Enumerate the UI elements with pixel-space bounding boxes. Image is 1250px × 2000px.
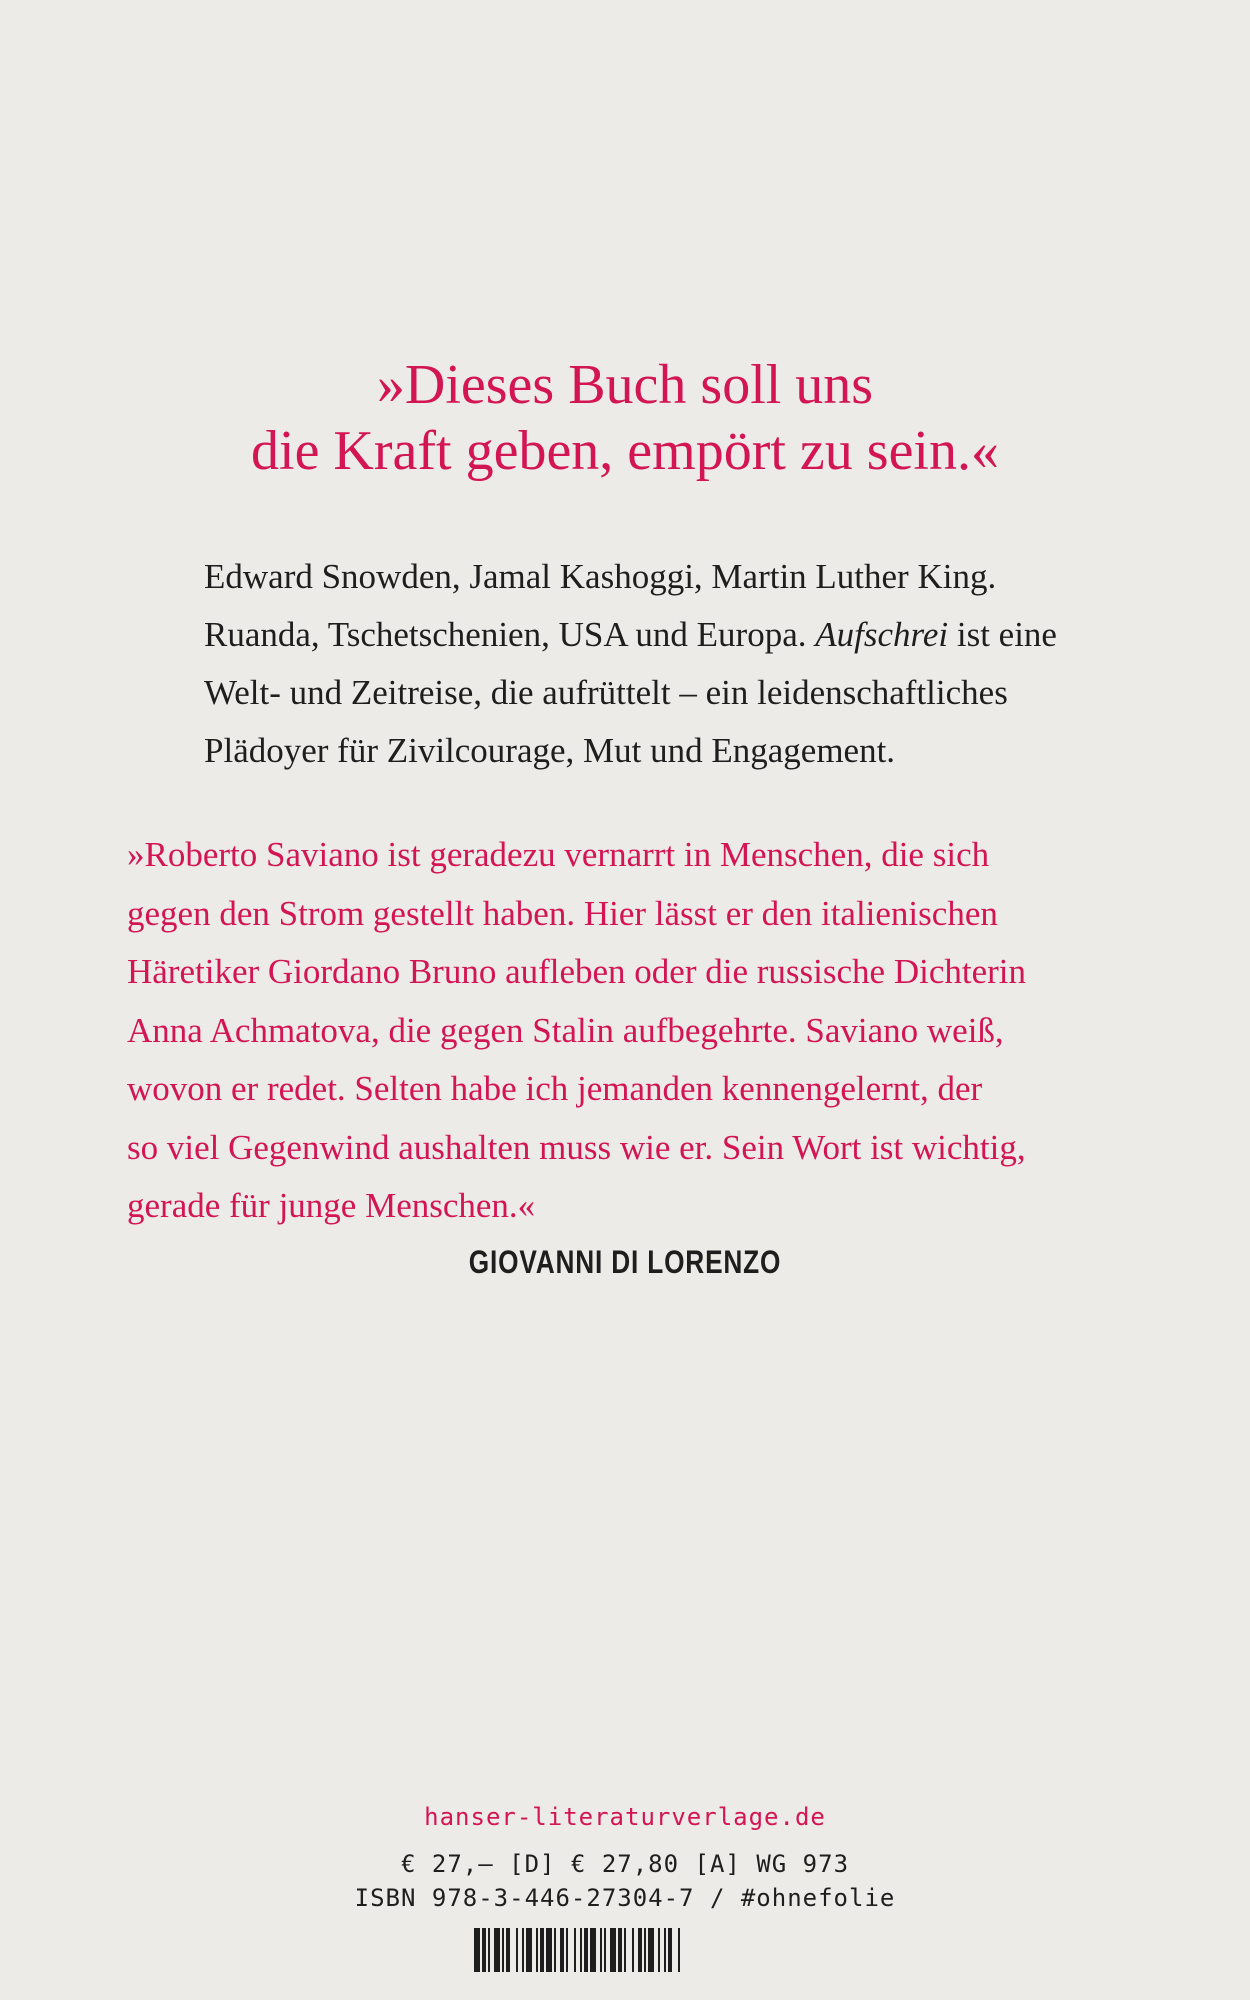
blurb-line-4: Plädoyer für Zivilcourage, Mut und Engagement. [204,731,896,770]
price-line: € 27,– [D] € 27,80 [A] WG 973 [400,1850,850,1878]
quote-line-1: »Roberto Saviano ist geradezu vernarrt in Menschen, die sich [127,835,990,874]
blurb-line-1: Edward Snowden, Jamal Kashoggi, Martin Luther King. [204,557,997,596]
blurb-line-2-end: ist eine [948,615,1057,654]
blurb-line-3: Welt- und Zeitreise, die aufrüttelt – ein leidenschaftliches [204,673,1008,712]
headline-quote [0,352,1250,484]
headline-line-1: »Dieses Buch soll uns [376,354,874,416]
blurb-line-2 [204,606,1164,664]
quote-line-7: gerade für junge Menschen.« [127,1186,536,1225]
blurb-paragraph [204,548,1164,780]
quote-author: GIOVANNI DI LORENZO [468,1244,782,1280]
quote-line-2: gegen den Strom gestellt haben. Hier lässt er den italienischen [127,893,998,933]
headline-line-2: die Kraft geben, empört zu sein.« [251,420,999,482]
publisher-website[interactable]: hanser-literaturverlage.de [424,1803,826,1831]
quote-line-5: wovon er redet. Selten habe ich jemanden kennengelernt, der [127,1069,983,1108]
review-quote [127,826,1187,1236]
quote-line-6: so viel Gegenwind aushalten muss wie er. Sein Wort ist wichtig, [127,1127,1026,1167]
isbn-line: ISBN 978-3-446-27304-7 / #ohnefolie [354,1884,896,1912]
quote-line-3: Häretiker Giordano Bruno aufleben oder die russische Dichterin [127,952,1026,991]
book-title: Aufschrei [815,615,949,654]
barcode-icon [474,1928,776,1972]
quote-line-4: Anna Achmatova, die gegen Stalin aufbegehrte. Saviano weiß, [127,1010,1004,1050]
blurb-line-2-start: Ruanda, Tschetschenien, USA und Europa. [204,615,816,654]
